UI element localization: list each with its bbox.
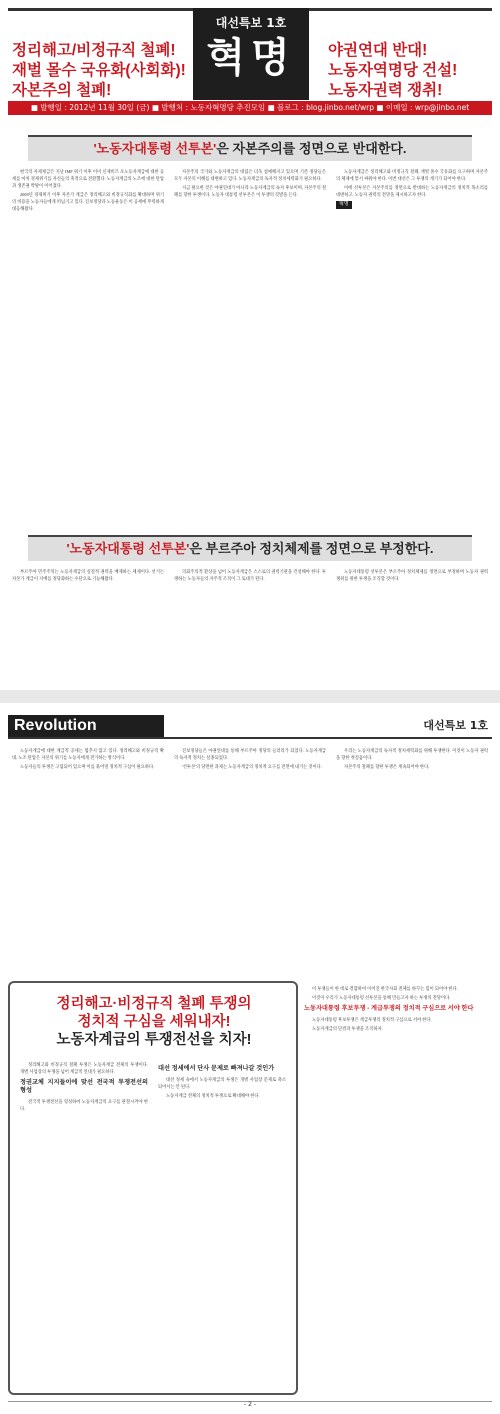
paragraph: 2008년 경제위기 이후 자본가 계급은 정리해고와 비정규직화를 확대하며 위기의 비용을 노동자들에게 떠넘기고 있다. 진보정당과 노동운동은 이 공세에 무력하게 대응해왔다.: [12, 192, 164, 211]
section-2-col-1: [12, 568, 164, 684]
headline-1: [28, 135, 472, 161]
paragraph: 이에 선투본은 자본주의를 정면으로 반대하는 노동자계급의 정치적 목소리를 대변하고, 노동자 권력의 전망을 제시하고자 한다.: [336, 185, 488, 197]
feature-col-2: [158, 1061, 286, 1381]
right-subheading: 노동자대통령 후보투쟁 - 계급투쟁의 정치적 구심으로 서야 한다: [304, 1005, 474, 1012]
paragraph: 자본주의 철폐를 향한 투쟁은 계속되어야 한다.: [344, 764, 430, 769]
section-1-col-1: [12, 168, 164, 534]
headline-1-quote: '노동자대통령 선투본': [93, 141, 217, 156]
paragraph: 노동자계급은 정리해고와 비정규직 철폐, 재벌 몰수 국유화를 요구하며 자본주의 체제에 맞서 싸워야 한다. 이번 대선은 그 투쟁의 계기가 되어야 한다.: [336, 169, 488, 181]
feature-col-1: [20, 1061, 148, 1381]
paragraph: 자본주의 국가와 노동자계급의 대립은 더욱 첨예해지고 있으며 기존 정당들은 모두 자본의 이해를 대변하고 있다. 노동자계급의 독자적 정치세력화가 필요하다.: [174, 169, 326, 181]
page-gap: [0, 690, 500, 703]
feature-box-columns: [20, 1061, 286, 1381]
feature-box: [8, 981, 298, 1395]
slogan-left-3: 자본주의 철폐!: [12, 82, 112, 99]
section-2-col-3: [336, 568, 488, 684]
right-col: [304, 985, 488, 1385]
page-2-right-column: [304, 985, 488, 1385]
section-1-col-3: [336, 168, 488, 534]
paragraph: 노동자들의 투쟁은 고립되어 있으며 이를 묶어낼 정치적 구심이 필요하다.: [20, 764, 155, 769]
paragraph: 노동자계급의 단결과 투쟁을 조직하자.: [312, 1026, 383, 1031]
revolution-logo: Revolution: [8, 715, 164, 737]
paragraph: '선투본'의 당면한 과제는 노동자계급의 정치적 요구를 전면에 내거는 것이다.: [182, 764, 322, 769]
feature-title-line-2: 정치적 구심을 세워내자!: [77, 1014, 231, 1030]
paragraph: 의회주의적 환상을 넘어 노동자계급은 스스로의 권력기관을 건설해야 한다. 투쟁하는 노동자들의 자주적 조직이 그 토대가 된다.: [174, 569, 326, 581]
paragraph: 노동자계급에 대한 계급적 공세는 멈추지 않고 있다. 정리해고와 비정규직 확대, 노조 탄압은 자본의 위기를 노동자에게 전가하는 방식이다.: [12, 748, 164, 760]
paragraph: 노동자계급 전체의 정치적 투쟁으로 확대해야 한다.: [166, 1093, 260, 1098]
headline-2-quote: '노동자대통령 선투본': [66, 541, 190, 556]
page-2-col-1: [12, 747, 164, 973]
page-2-col-3: [336, 747, 488, 973]
paragraph: 전국적 투쟁전선을 형성하여 노동자계급의 요구를 관철시켜야 한다.: [20, 1099, 148, 1111]
masthead-slogans-left: [12, 41, 186, 101]
paragraph: 노동자대통령 후보투쟁은 계급투쟁의 정치적 구심으로 서야 한다.: [312, 1017, 432, 1022]
feature-title-line-1: 정리해고·비정규직 철폐 투쟁의: [56, 996, 252, 1012]
paragraph: 지금 필요한 것은 야권연대가 아니라 노동자계급의 독자 후보이며, 자본주의 철폐를 향한 투쟁이다. 노동자 대통령 선투본은 이 투쟁의 깃발을 든다.: [174, 185, 326, 197]
end-mark-badge: 혁명: [336, 201, 352, 209]
paragraph: 대선 정세 속에서 노동자계급의 투쟁은 개별 사업장 문제로 축소되어서는 안 된다.: [158, 1077, 286, 1089]
feature-box-title: [24, 995, 284, 1049]
masthead-logo-block: [193, 8, 309, 100]
section-1-col-2: [174, 168, 326, 534]
page-2-col-2: [174, 747, 326, 973]
section-2-col-2: [174, 568, 326, 684]
slogan-left-2: 재벌 몰수 국유화(사회화)!: [12, 62, 186, 79]
paragraph: 이것이 우리가 노동자대통령 선투본을 통해 만들고자 하는 투쟁의 전망이다.: [312, 995, 451, 1000]
section-2-columns: [12, 568, 488, 684]
slogan-right-1: 야권연대 반대!: [328, 42, 428, 59]
paragraph: 이 투쟁들이 한 데로 결합하여 이어진 한국사회 전체를 바꾸는 힘이 되어야 한다.: [312, 986, 458, 991]
section-1-columns: [12, 168, 488, 534]
page-number: - 2 -: [244, 1401, 256, 1408]
page-2-header: [8, 715, 492, 739]
slogan-right-2: 노동자역명당 건설!: [328, 62, 458, 79]
headline-1-rest: 은 자본주의를 정면으로 반대한다.: [216, 141, 407, 156]
headline-2: [28, 535, 472, 561]
front-page: [0, 0, 500, 691]
issue-label: 대선특보 1호: [215, 16, 287, 30]
paragraph: 정리해고와 비정규직 철폐 투쟁은 노동자계급 전체의 투쟁이다. 개별 사업장의 투쟁을 넘어 계급적 연대가 필요하다.: [20, 1062, 148, 1074]
page-2-top-columns: [12, 747, 488, 973]
headline-2-rest: 은 부르주아 정치체제를 정면으로 부정한다.: [189, 541, 434, 556]
paragraph: 부르주아 민주주의는 노동자계급의 실질적 권력을 배제하는 체제이다. 선거는 자본가 계급이 지배를 정당화하는 수단으로 기능해왔다.: [12, 569, 164, 581]
paragraph: 우리는 노동자계급의 독자적 정치세력화를 위해 투쟁한다. 이것이 노동자 권력을 향한 첫걸음이다.: [336, 748, 488, 760]
paragraph: 노동자대통령 선투본은 부르주아 정치체제를 정면으로 부정하며 노동자 권력 쟁취를 위한 투쟁을 조직할 것이다.: [336, 569, 488, 581]
slogan-left-1: 정리해고/비정규직 철폐!: [12, 42, 176, 59]
feature-title-line-3: 노동자계급의 투쟁전선을 치자!: [56, 1032, 252, 1048]
page-2-issue-label: 대선특보 1호: [423, 719, 488, 732]
paragraph: 진보정당들은 야권연대를 통해 부르주아 정당의 들러리가 되었다. 노동자계급의 독자적 정치는 실종되었다.: [174, 748, 326, 760]
second-page: [0, 703, 500, 1414]
masthead: [8, 8, 492, 116]
slogan-right-3: 노동자권력 쟁취!: [328, 82, 443, 99]
feature-subheading-2: 대선 정세에서 단사 문제로 빠져나갈 것인가: [158, 1065, 275, 1072]
newspaper-logo: 혁명: [206, 35, 296, 81]
paragraph: 현국의 자제제급은 지난 IMF 위기 이후 이미 신제비즈 포노동자계급에 대한 공세를 마치 경제위기를 자신들의 축적으로 전환했다. 노동자계급의 노조에 대한 탄압과 생존권 박탈이 이어졌다.: [12, 169, 164, 188]
publication-info-bar: ■ 발행일 : 2012년 11월 30일 (금) ■ 발행처 : 노동자혁명당 추진모임 ■ 블로그 : blog.jinbo.net/wrp ■ 이메일 : wrp@jinbo.net: [8, 101, 492, 115]
masthead-slogans-right: [328, 41, 488, 101]
feature-subheading-1: 정권교체 지지들이에 맞선 전국적 투쟁전선의 형성: [20, 1079, 148, 1094]
